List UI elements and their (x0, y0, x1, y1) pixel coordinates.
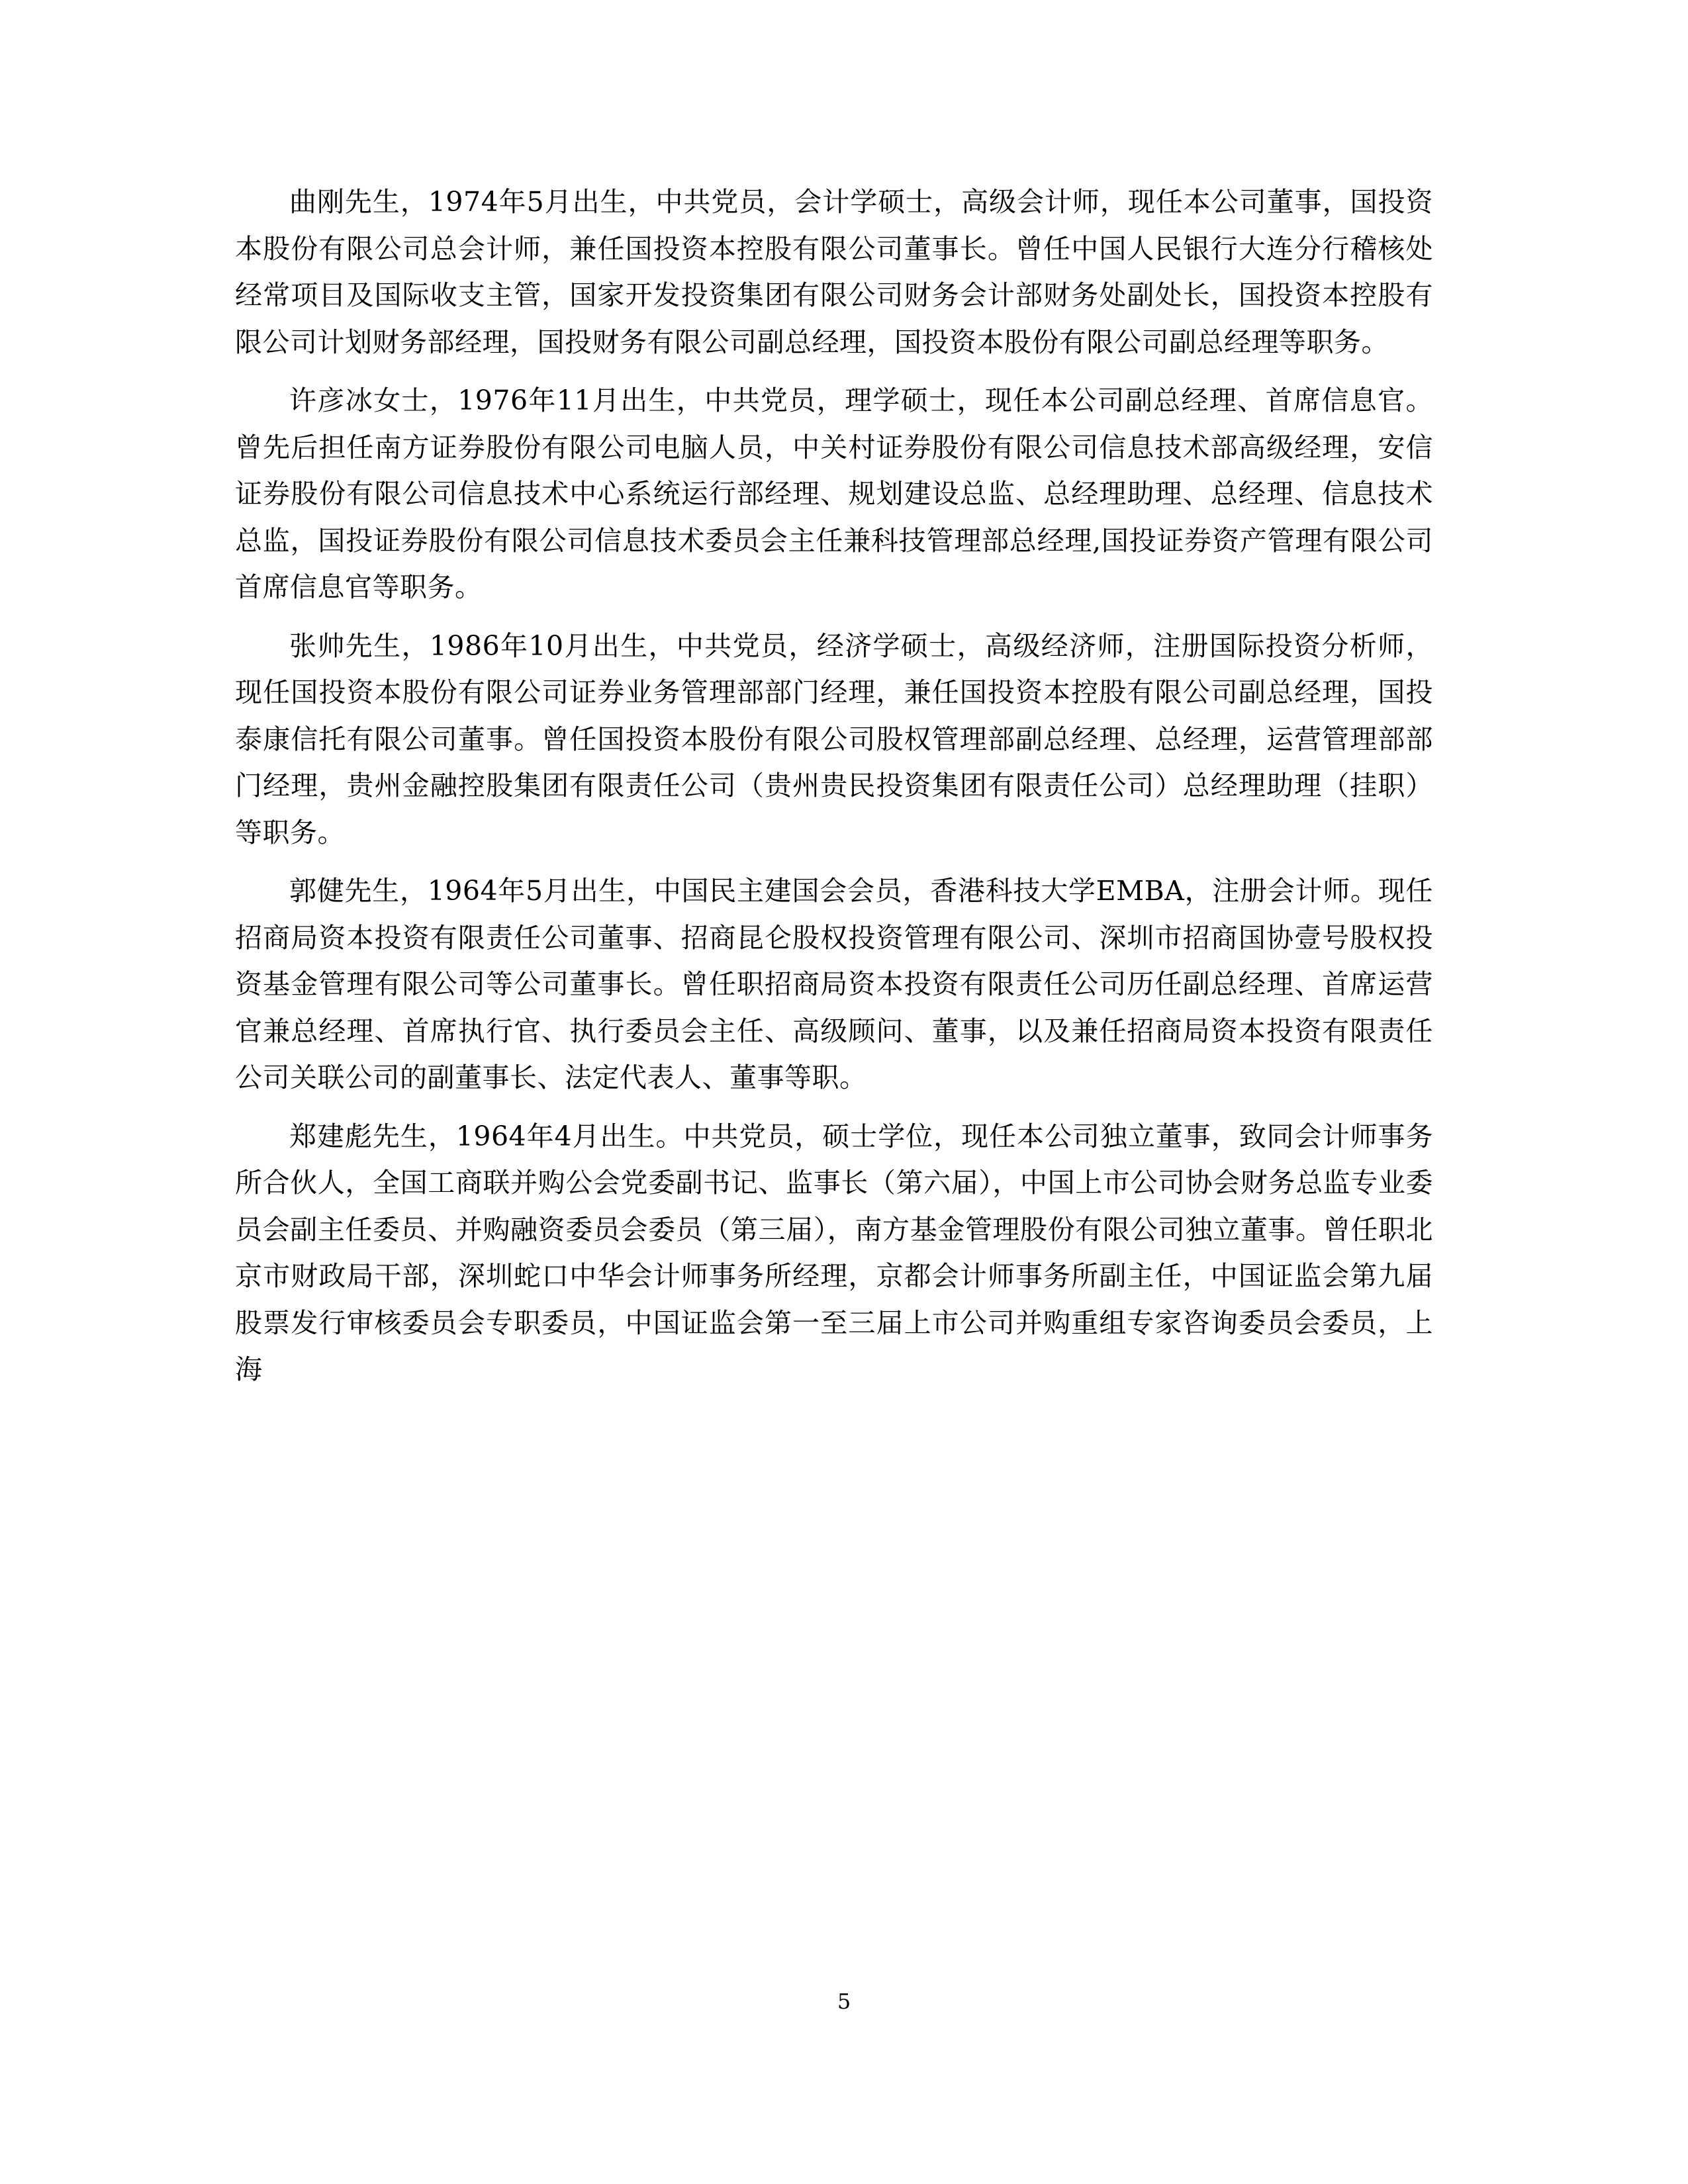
paragraph-zhang-shuai: 张帅先生，1986年10月出生，中共党员，经济学硕士，高级经济师，注册国际投资分析师，现任国投资本股份有限公司证券业务管理部部门经理，兼任国投资本控股有限公司副总经理，国投泰康信托有限公司董事。曾任国投资本股份有限公司股权管理部副总经理、总经理，运营管理部部门经理，贵州金融控股集团有限责任公司（贵州贵民投资集团有限责任公司）总经理助理（挂职）等职务。 (235, 629, 1433, 848)
paragraph-guo-jian: 郭健先生，1964年5月出生，中国民主建国会会员，香港科技大学EMBA，注册会计师。现任招商局资本投资有限责任公司董事、招商昆仑股权投资管理有限公司、深圳市招商国协壹号股权投资基金管理有限公司等公司董事长。曾任职招商局资本投资有限责任公司历任副总经理、首席运营官兼总经理、首席执行官、执行委员会主任、高级顾问、董事，以及兼任招商局资本投资有限责任公司关联公司的副董事长、法定代表人、董事等职。 (235, 875, 1433, 1094)
paragraph-xu-yanbing: 许彦冰女士，1976年11月出生，中共党员，理学硕士，现任本公司副总经理、首席信息官。曾先后担任南方证券股份有限公司电脑人员，中关村证券股份有限公司信息技术部高级经理，安信证券股份有限公司信息技术中心系统运行部经理、规划建设总监、总经理助理、总经理、信息技术总监，国投证券股份有限公司信息技术委员会主任兼科技管理部总经理,国投证券资产管理有限公司首席信息官等职务。 (235, 385, 1433, 604)
paragraph-qu-gang: 曲刚先生，1974年5月出生，中共党员，会计学硕士，高级会计师，现任本公司董事，国投资本股份有限公司总会计师，兼任国投资本控股有限公司董事长。曾任中国人民银行大连分行稽核处经常项目及国际收支主管，国家开发投资集团有限公司财务会计部财务处副处长，国投资本控股有限公司计划财务部经理，国投财务有限公司副总经理，国投资本股份有限公司副总经理等职务。 (235, 186, 1433, 358)
page-number: 5 (837, 1989, 851, 2014)
paragraph-zheng-jianbiao: 郑建彪先生，1964年4月出生。中共党员，硕士学位，现任本公司独立董事，致同会计师事务所合伙人，全国工商联并购公会党委副书记、监事长（第六届），中国上市公司协会财务总监专业委员会副主任委员、并购融资委员会委员（第三届），南方基金管理股份有限公司独立董事。曾任职北京市财政局干部，深圳蛇口中华会计师事务所经理，京都会计师事务所副主任，中国证监会第九届股票发行审核委员会专职委员，中国证监会第一至三届上市公司并购重组专家咨询委员会委员，上海 (235, 1120, 1433, 1386)
document-body (235, 179, 1433, 1405)
